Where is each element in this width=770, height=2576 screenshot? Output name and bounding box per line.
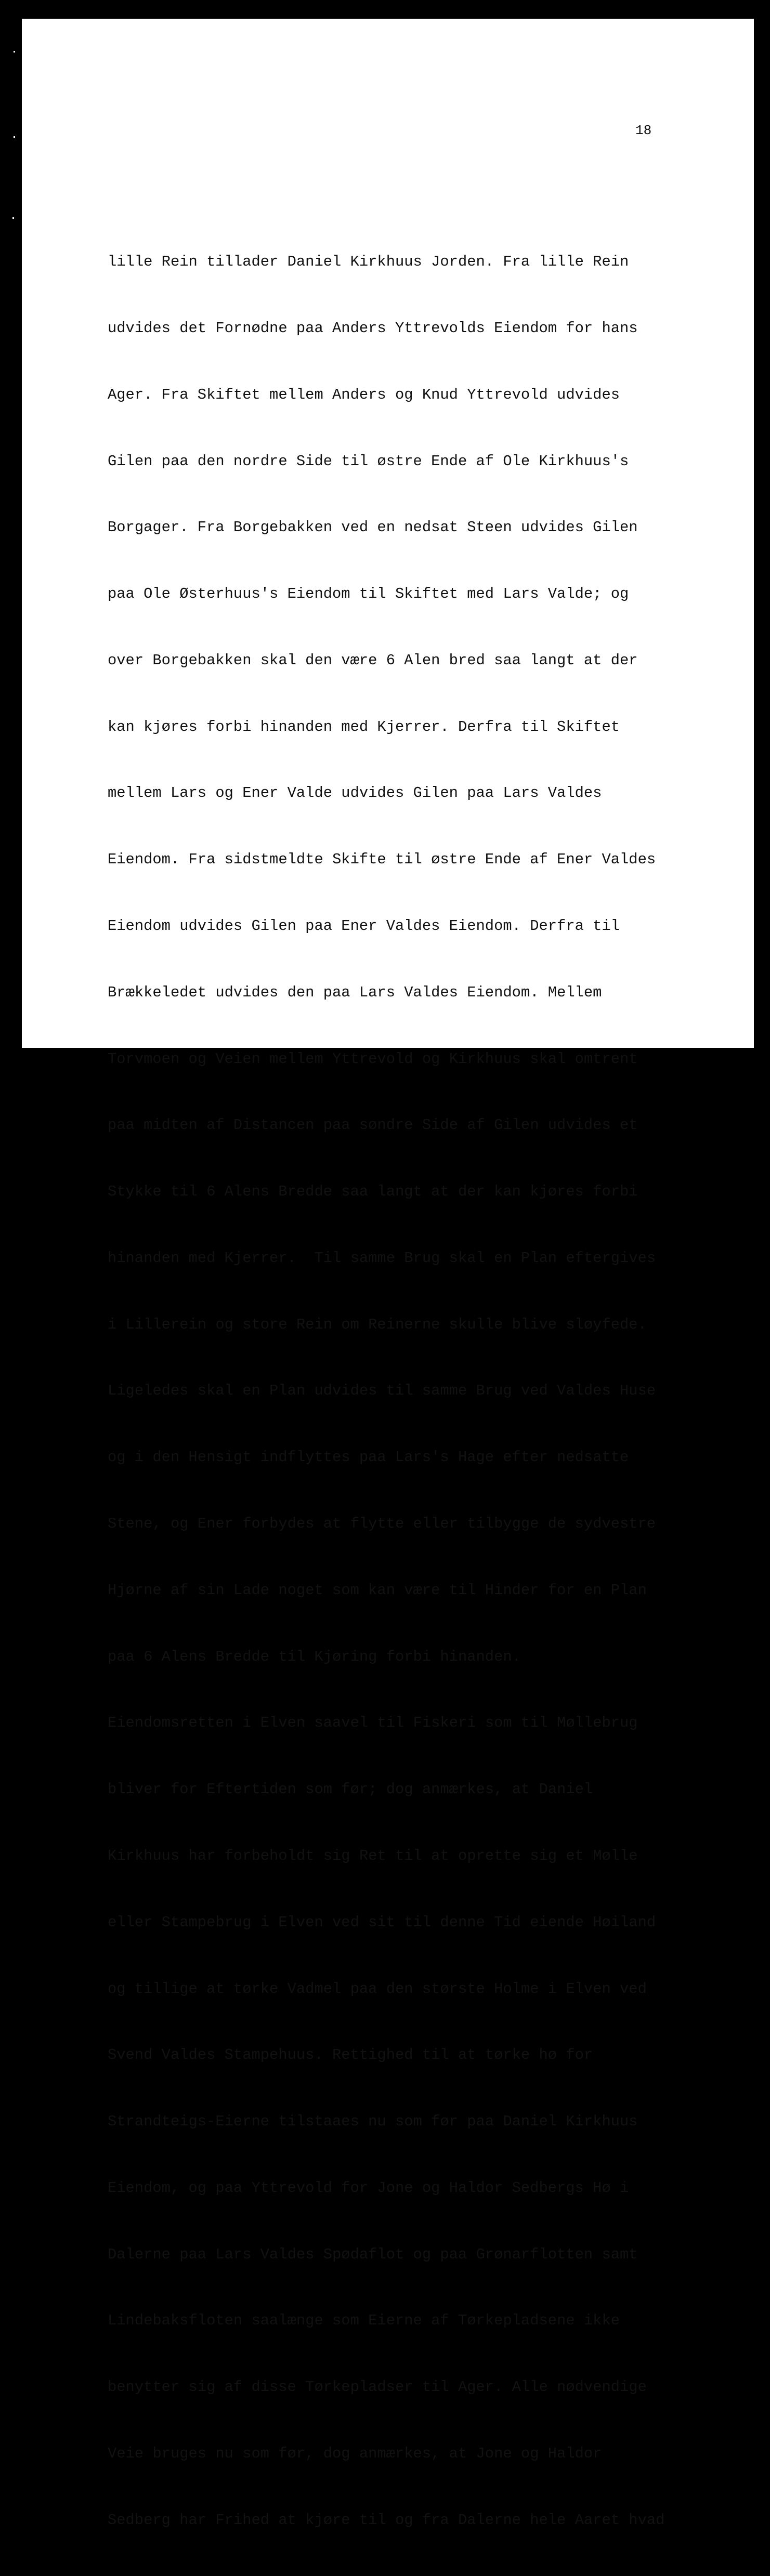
text-line: Eiendom, og paa Yttrevold for Jone og Haldor Sedbergs Hø i <box>108 2179 629 2197</box>
text-line: Strandteigs-Eierne tilstaaes nu som før paa Daniel Kirkhuus <box>108 2113 638 2131</box>
text-line: Dalerne paa Lars Valdes Spødaflot og paa Grønarflotten samt <box>108 2245 638 2263</box>
body-text <box>108 207 664 2576</box>
text-line: og i den Hensigt indflyttes paa Lars's Hage efter nedsatte <box>108 1449 629 1466</box>
text-line: kan kjøres forbi hinanden med Kjerrer. Derfra til Skiftet <box>108 718 620 735</box>
scan-speck <box>14 51 15 52</box>
text-line: Borgager. Fra Borgebakken ved en nedsat Steen udvides Gilen <box>108 519 638 536</box>
text-line: benytter sig af disse Tørkepladser til Ager. Alle nødvendige <box>108 2378 647 2396</box>
text-line: Torvmoen og Veien mellem Yttrevold og Kirkhuus skal omtrent <box>108 1050 638 1068</box>
text-line: bliver for Eftertiden som før; dog anmærkes, at Daniel <box>108 1781 593 1798</box>
text-line: lille Rein tillader Daniel Kirkhuus Jorden. Fra lille Rein <box>108 253 629 271</box>
text-line: over Borgebakken skal den være 6 Alen bred saa langt at der <box>108 651 638 669</box>
document-page <box>22 19 754 2529</box>
text-line: Ager. Fra Skiftet mellem Anders og Knud Yttrevold udvides <box>108 386 620 403</box>
text-line: Eiendom. Fra sidstmeldte Skifte til østre Ende af Ener Valdes <box>108 851 656 869</box>
text-line: Ligeledes skal en Plan udvides til samme Brug ved Valdes Huse <box>108 1382 656 1400</box>
text-line: Svend Valdes Stampehuus. Rettighed til at tørke hø for <box>108 2046 593 2064</box>
text-line: mellem Lars og Ener Valde udvides Gilen paa Lars Valdes <box>108 784 602 802</box>
scan-speck <box>14 136 15 138</box>
text-line: paa Ole Østerhuus's Eiendom til Skiftet med Lars Valde; og <box>108 585 629 603</box>
text-line: paa 6 Alens Bredde til Kjøring forbi hinanden. <box>108 1648 521 1665</box>
text-line: Veie bruges nu som før, dog anmærkes, at Jone og Haldor <box>108 2444 602 2462</box>
text-line: hinanden med Kjerrer. Til samme Brug skal en Plan eftergives <box>108 1249 656 1267</box>
text-line: eller Stampebrug i Elven ved sit til denne Tid eiende Høiland <box>108 1913 656 1931</box>
text-line: Hjørne af sin Lade noget som kan være til Hinder for en Plan <box>108 1581 647 1599</box>
text-line: udvides det Fornødne paa Anders Yttrevolds Eiendom for hans <box>108 319 638 337</box>
text-line: og tillige at tørke Vadmel paa den største Holme i Elven ved <box>108 1980 647 1997</box>
text-line: Kirkhuus har forbeholdt sig Ret til at oprette sig et Mølle <box>108 1847 638 1864</box>
text-line: Sedberg har Frihed at kjøre til og fra Dalerne hele Aaret hvad <box>108 2511 665 2529</box>
text-line: Eiendomsretten i Elven saavel til Fiskeri som til Møllebrug <box>108 1714 638 1732</box>
text-line: paa midten af Distancen paa søndre Side af Gilen udvides et <box>108 1116 638 1134</box>
text-line: Stykke til 6 Alens Bredde saa langt at der kan kjøres forbi <box>108 1183 638 1201</box>
text-line: Gilen paa den nordre Side til østre Ende af Ole Kirkhuus's <box>108 452 629 470</box>
text-line: Lindebaksfloten saalænge som Eierne af Tørkepladsene ikke <box>108 2312 620 2330</box>
scan-speck <box>12 217 14 219</box>
page-number: 18 <box>635 123 652 138</box>
text-line: i Lillerein og store Rein om Reinerne skulle blive sløyfede. <box>108 1316 647 1333</box>
text-line: Eiendom udvides Gilen paa Ener Valdes Eiendom. Derfra til <box>108 917 620 935</box>
text-line: Stene, og Ener forbydes at flytte eller tilbygge de sydvestre <box>108 1515 656 1533</box>
text-line: Brækkeledet udvides den paa Lars Valdes Eiendom. Mellem <box>108 983 602 1001</box>
